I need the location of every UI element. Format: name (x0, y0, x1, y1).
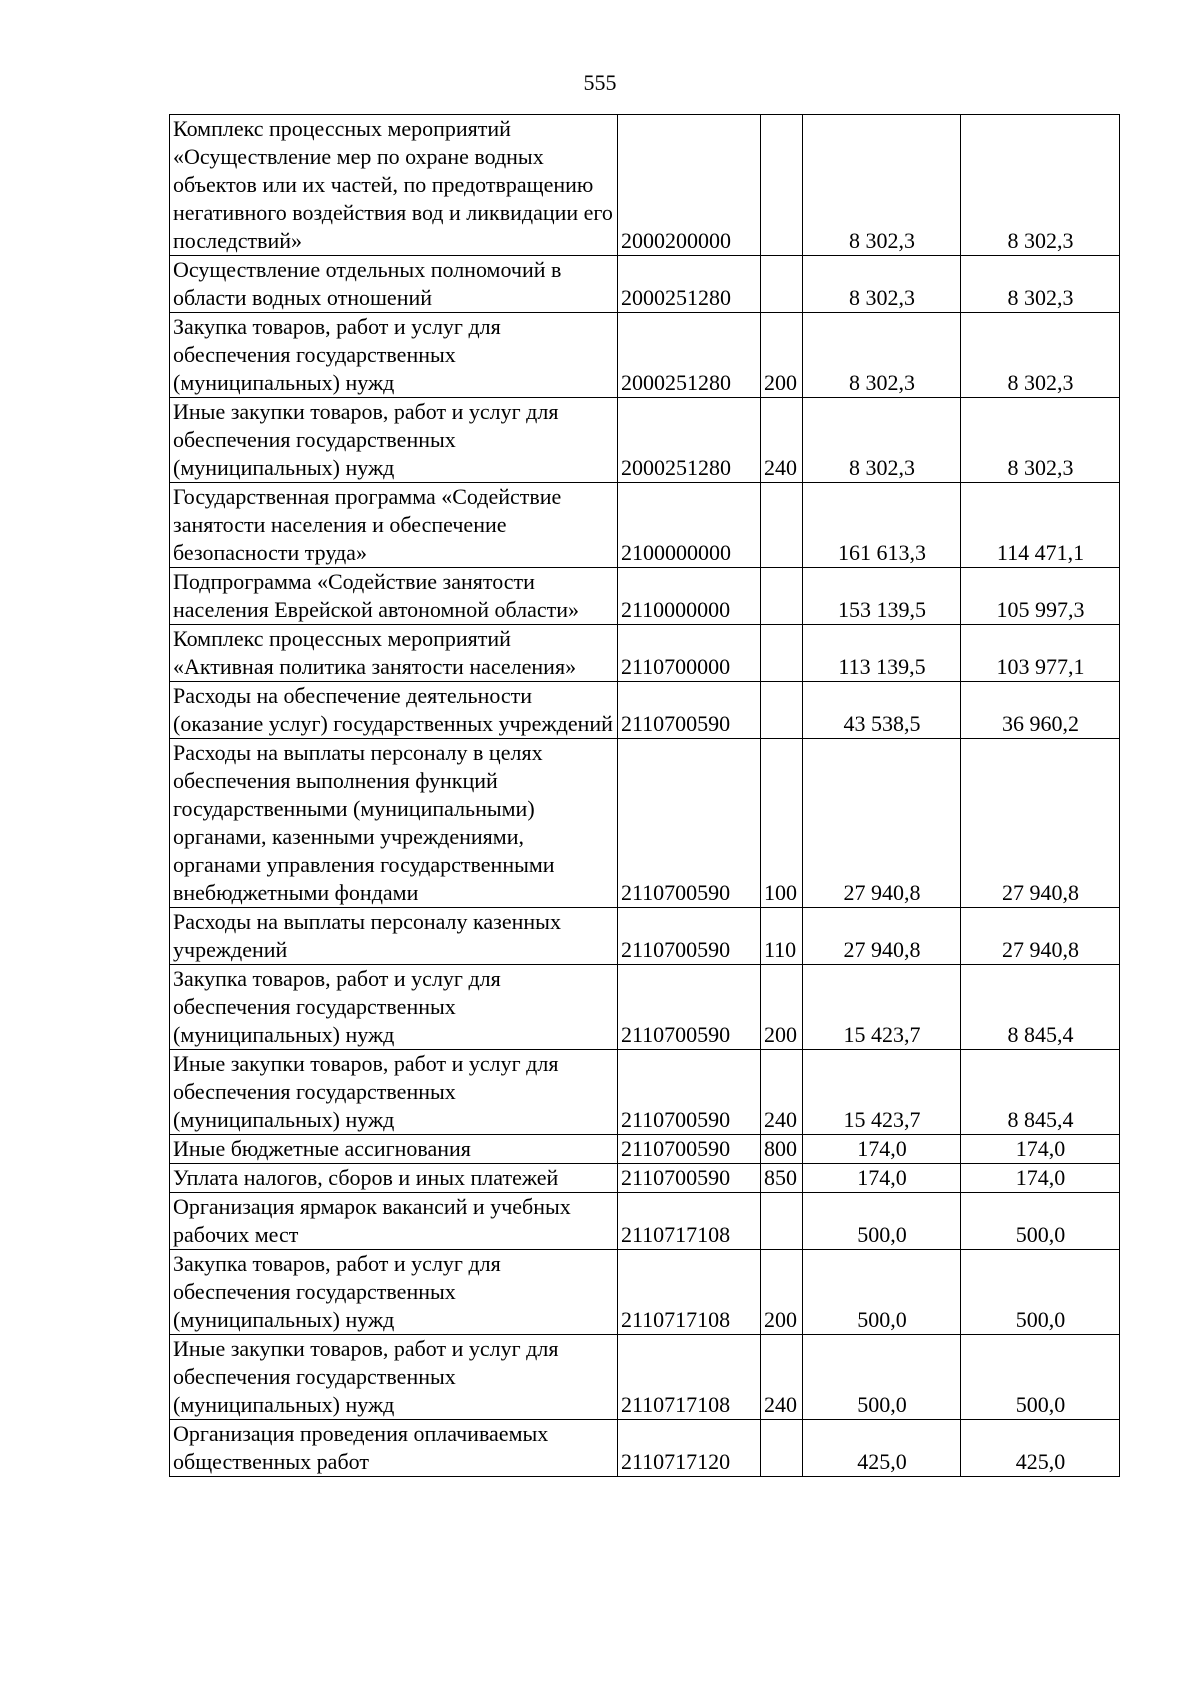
row-expense-type: 240 (761, 1335, 803, 1420)
row-expense-type (761, 115, 803, 256)
row-amount-1: 161 613,3 (803, 483, 961, 568)
row-amount-2: 8 302,3 (961, 313, 1120, 398)
row-expense-type: 240 (761, 398, 803, 483)
row-target-code: 2110717108 (618, 1335, 761, 1420)
row-amount-1: 8 302,3 (803, 256, 961, 313)
row-name: Закупка товаров, работ и услуг для обеспечения государственных (муниципальных) нужд (170, 965, 618, 1050)
row-expense-type: 200 (761, 313, 803, 398)
row-name: Организация ярмарок вакансий и учебных рабочих мест (170, 1193, 618, 1250)
row-amount-2: 27 940,8 (961, 739, 1120, 908)
table-row (170, 1164, 1120, 1193)
row-target-code: 2110700590 (618, 1135, 761, 1164)
row-name: Подпрограмма «Содействие занятости населения Еврейской автономной области» (170, 568, 618, 625)
row-expense-type (761, 483, 803, 568)
row-amount-1: 500,0 (803, 1250, 961, 1335)
table-row (170, 1420, 1120, 1477)
row-name: Закупка товаров, работ и услуг для обеспечения государственных (муниципальных) нужд (170, 313, 618, 398)
table-row (170, 256, 1120, 313)
row-name: Уплата налогов, сборов и иных платежей (170, 1164, 618, 1193)
row-target-code: 2110700590 (618, 1050, 761, 1135)
row-target-code: 2000251280 (618, 256, 761, 313)
table-row (170, 115, 1120, 256)
row-expense-type (761, 682, 803, 739)
row-target-code: 2110000000 (618, 568, 761, 625)
row-target-code: 2110700590 (618, 965, 761, 1050)
row-amount-2: 500,0 (961, 1250, 1120, 1335)
row-amount-1: 113 139,5 (803, 625, 961, 682)
row-name: Иные закупки товаров, работ и услуг для обеспечения государственных (муниципальных) нужд (170, 1050, 618, 1135)
row-amount-1: 425,0 (803, 1420, 961, 1477)
table-row (170, 965, 1120, 1050)
row-amount-2: 8 302,3 (961, 398, 1120, 483)
row-amount-2: 27 940,8 (961, 908, 1120, 965)
row-name: Осуществление отдельных полномочий в области водных отношений (170, 256, 618, 313)
row-expense-type: 850 (761, 1164, 803, 1193)
row-expense-type: 200 (761, 1250, 803, 1335)
row-name: Государственная программа «Содействие занятости населения и обеспечение безопасности труда» (170, 483, 618, 568)
row-amount-2: 174,0 (961, 1164, 1120, 1193)
row-expense-type: 800 (761, 1135, 803, 1164)
table-row (170, 398, 1120, 483)
row-amount-1: 174,0 (803, 1135, 961, 1164)
row-amount-2: 105 997,3 (961, 568, 1120, 625)
row-amount-1: 500,0 (803, 1335, 961, 1420)
row-name: Расходы на выплаты персоналу казенных учреждений (170, 908, 618, 965)
row-name: Иные закупки товаров, работ и услуг для обеспечения государственных (муниципальных) нужд (170, 1335, 618, 1420)
row-target-code: 2000251280 (618, 313, 761, 398)
row-expense-type (761, 256, 803, 313)
table-row (170, 1050, 1120, 1135)
table-row (170, 1193, 1120, 1250)
row-expense-type (761, 1420, 803, 1477)
row-amount-2: 500,0 (961, 1193, 1120, 1250)
row-amount-2: 500,0 (961, 1335, 1120, 1420)
row-target-code: 2110717108 (618, 1250, 761, 1335)
table-row (170, 568, 1120, 625)
row-name: Расходы на обеспечение деятельности (оказание услуг) государственных учреждений (170, 682, 618, 739)
row-expense-type (761, 568, 803, 625)
row-amount-2: 8 845,4 (961, 1050, 1120, 1135)
row-amount-1: 8 302,3 (803, 398, 961, 483)
row-name: Комплекс процессных мероприятий «Активная политика занятости населения» (170, 625, 618, 682)
row-amount-2: 103 977,1 (961, 625, 1120, 682)
row-name: Комплекс процессных мероприятий «Осуществление мер по охране водных объектов или их частей, по предотвращению негативного воздействия вод и ликвидации его последствий» (170, 115, 618, 256)
row-amount-2: 425,0 (961, 1420, 1120, 1477)
row-amount-2: 114 471,1 (961, 483, 1120, 568)
row-target-code: 2110717108 (618, 1193, 761, 1250)
row-amount-1: 43 538,5 (803, 682, 961, 739)
row-expense-type: 100 (761, 739, 803, 908)
row-expense-type: 110 (761, 908, 803, 965)
table-row (170, 1250, 1120, 1335)
row-target-code: 2110700590 (618, 1164, 761, 1193)
row-amount-1: 8 302,3 (803, 313, 961, 398)
table-row (170, 682, 1120, 739)
row-amount-2: 8 302,3 (961, 115, 1120, 256)
row-amount-2: 36 960,2 (961, 682, 1120, 739)
table-row (170, 739, 1120, 908)
row-name: Закупка товаров, работ и услуг для обеспечения государственных (муниципальных) нужд (170, 1250, 618, 1335)
row-amount-1: 8 302,3 (803, 115, 961, 256)
row-amount-2: 8 302,3 (961, 256, 1120, 313)
table-row (170, 313, 1120, 398)
table-row (170, 483, 1120, 568)
row-target-code: 2000251280 (618, 398, 761, 483)
row-target-code: 2100000000 (618, 483, 761, 568)
row-target-code: 2110700590 (618, 682, 761, 739)
row-expense-type: 240 (761, 1050, 803, 1135)
row-name: Иные бюджетные ассигнования (170, 1135, 618, 1164)
table-row (170, 1135, 1120, 1164)
row-amount-1: 174,0 (803, 1164, 961, 1193)
budget-table-body (170, 115, 1120, 1477)
budget-table (169, 114, 1120, 1477)
row-target-code: 2110717120 (618, 1420, 761, 1477)
row-name: Организация проведения оплачиваемых общественных работ (170, 1420, 618, 1477)
row-name: Иные закупки товаров, работ и услуг для обеспечения государственных (муниципальных) нужд (170, 398, 618, 483)
table-row (170, 908, 1120, 965)
row-amount-1: 500,0 (803, 1193, 961, 1250)
row-amount-2: 8 845,4 (961, 965, 1120, 1050)
row-target-code: 2110700000 (618, 625, 761, 682)
row-amount-1: 15 423,7 (803, 965, 961, 1050)
row-amount-1: 153 139,5 (803, 568, 961, 625)
row-target-code: 2110700590 (618, 739, 761, 908)
row-target-code: 2110700590 (618, 908, 761, 965)
table-row (170, 1335, 1120, 1420)
row-expense-type (761, 625, 803, 682)
row-name: Расходы на выплаты персоналу в целях обеспечения выполнения функций государственными (муниципальными) органами, казенными учреждениями, органами управления государственными внебюджетными фондами (170, 739, 618, 908)
table-row (170, 625, 1120, 682)
row-expense-type (761, 1193, 803, 1250)
row-target-code: 2000200000 (618, 115, 761, 256)
page-number: 555 (583, 70, 617, 95)
row-expense-type: 200 (761, 965, 803, 1050)
row-amount-1: 27 940,8 (803, 908, 961, 965)
row-amount-2: 174,0 (961, 1135, 1120, 1164)
row-amount-1: 27 940,8 (803, 739, 961, 908)
row-amount-1: 15 423,7 (803, 1050, 961, 1135)
